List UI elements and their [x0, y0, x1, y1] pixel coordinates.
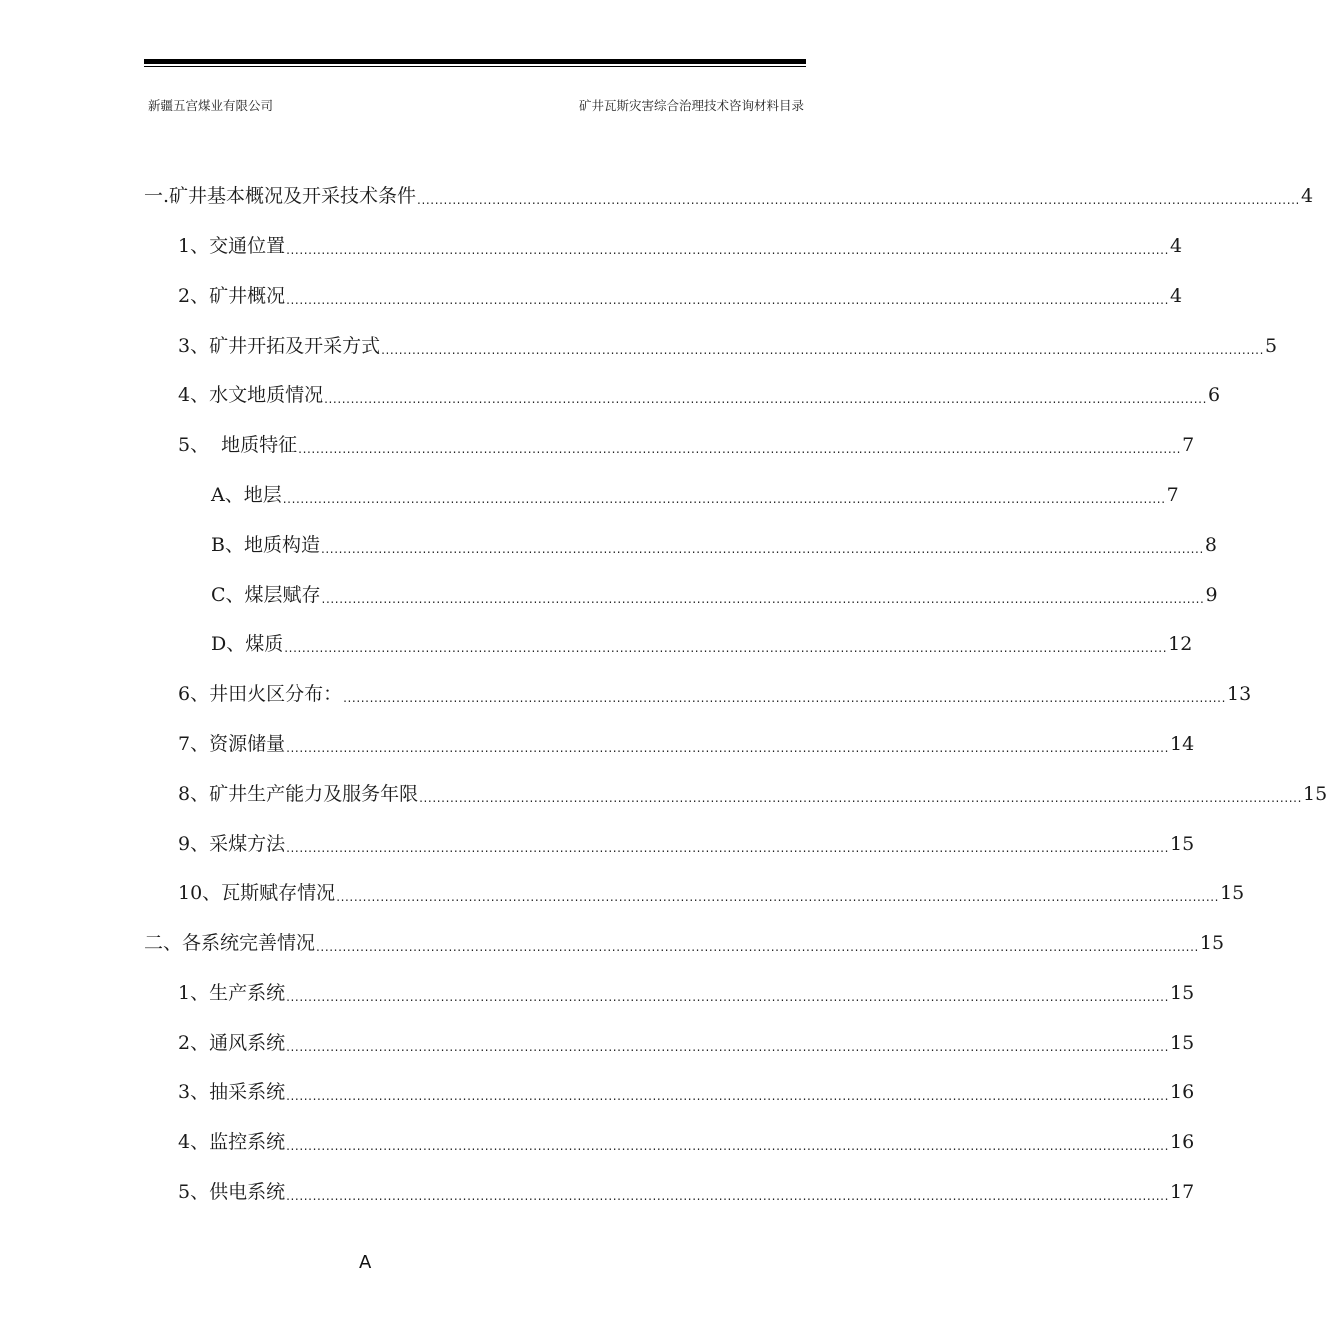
toc-leader-dots: ........................................................................................................................................................................................................ — [282, 492, 1166, 506]
toc-entry-page: 15 — [1169, 1032, 1195, 1054]
toc-leader-dots: ........................................................................................................................................................................................................ — [286, 1189, 1169, 1203]
toc-leader-dots: ........................................................................................................................................................................................................ — [336, 890, 1220, 904]
toc-entry-label: 6、井田火区分布： — [178, 683, 343, 705]
toc-leader-dots: ........................................................................................................................................................................................................ — [316, 940, 1199, 954]
header-company: 新疆五宫煤业有限公司 — [148, 98, 274, 113]
toc-entry[interactable] — [178, 233, 1183, 259]
toc-leader-dots: ........................................................................................................................................................................................................ — [417, 193, 1300, 207]
toc-entry-label: 一.矿井基本概况及开采技术条件 — [144, 185, 417, 207]
toc-entry-page: 15 — [1302, 783, 1327, 805]
toc-entry-page: 8 — [1204, 534, 1217, 556]
toc-leader-dots: ........................................................................................................................................................................................................ — [286, 243, 1169, 257]
toc-entry-page: 6 — [1207, 384, 1221, 406]
header-document-title: 矿井瓦斯灾害综合治理技术咨询材料目录 — [578, 98, 804, 113]
toc-entry-page: 15 — [1199, 932, 1225, 954]
toc-entry-label: 4、水文地质情况 — [178, 384, 324, 406]
toc-entry-label: 8、矿井生产能力及服务年限 — [178, 783, 419, 805]
toc-entry[interactable] — [178, 831, 1195, 857]
toc-entry-label: 2、通风系统 — [178, 1032, 286, 1054]
toc-leader-dots: ........................................................................................................................................................................................................ — [419, 791, 1302, 805]
toc-entry[interactable] — [144, 930, 1225, 956]
toc-leader-dots: ........................................................................................................................................................................................................ — [286, 1139, 1169, 1153]
toc-leader-dots: ........................................................................................................................................................................................................ — [321, 592, 1205, 606]
toc-leader-dots: ........................................................................................................................................................................................................ — [286, 1040, 1169, 1054]
toc-entry-page: 12 — [1168, 633, 1193, 655]
toc-entry[interactable] — [178, 1030, 1195, 1056]
toc-entry-page: 4 — [1169, 285, 1183, 307]
toc-entry[interactable] — [178, 781, 1327, 807]
toc-leader-dots: ........................................................................................................................................................................................................ — [381, 343, 1264, 357]
toc-entry[interactable] — [144, 183, 1314, 209]
toc-entry-page: 15 — [1220, 882, 1245, 904]
toc-entry[interactable] — [178, 283, 1183, 309]
toc-leader-dots: ........................................................................................................................................................................................................ — [284, 641, 1168, 655]
toc-leader-dots: ........................................................................................................................................................................................................ — [320, 542, 1204, 556]
toc-entry-label: B、地质构造 — [211, 534, 320, 556]
toc-leader-dots: ........................................................................................................................................................................................................ — [343, 691, 1226, 705]
toc-entry-label: 7、资源储量 — [178, 733, 286, 755]
toc-entry-label: 二、各系统完善情况 — [144, 932, 316, 954]
toc-entry-label: 3、矿井开拓及开采方式 — [178, 335, 381, 357]
toc-leader-dots: ........................................................................................................................................................................................................ — [286, 1089, 1169, 1103]
toc-entry-label: 5、供电系统 — [178, 1181, 286, 1203]
toc-entry-page: 15 — [1169, 833, 1195, 855]
toc-entry[interactable] — [178, 880, 1245, 906]
toc-entry-page: 5 — [1264, 335, 1278, 357]
toc-entry-label: 5、 地质特征 — [178, 434, 298, 456]
toc-entry-page: 17 — [1169, 1181, 1195, 1203]
toc-entry-page: 4 — [1300, 185, 1314, 207]
toc-entry[interactable] — [178, 980, 1195, 1006]
toc-entry[interactable] — [211, 482, 1179, 508]
toc-entry-page: 14 — [1169, 733, 1195, 755]
toc-leader-dots: ........................................................................................................................................................................................................ — [324, 392, 1207, 406]
toc-entry-page: 9 — [1205, 584, 1218, 606]
toc-entry[interactable] — [211, 582, 1218, 608]
toc-entry-page: 16 — [1169, 1131, 1195, 1153]
toc-entry-page: 15 — [1169, 982, 1195, 1004]
toc-entry-label: D、煤质 — [211, 633, 284, 655]
toc-leader-dots: ........................................................................................................................................................................................................ — [286, 990, 1169, 1004]
toc-entry-label: A、地层 — [211, 484, 282, 506]
toc-entry[interactable] — [178, 1179, 1195, 1205]
toc-entry-page: 13 — [1226, 683, 1252, 705]
toc-entry-page: 16 — [1169, 1081, 1195, 1103]
toc-entry-label: 4、监控系统 — [178, 1131, 286, 1153]
toc-leader-dots: ........................................................................................................................................................................................................ — [286, 293, 1169, 307]
toc-entry[interactable] — [178, 1129, 1195, 1155]
toc-entry[interactable] — [178, 432, 1195, 458]
toc-entry[interactable] — [178, 1079, 1195, 1105]
toc-leader-dots: ........................................................................................................................................................................................................ — [298, 442, 1182, 456]
toc-entry-label: 2、矿井概况 — [178, 285, 286, 307]
toc-entry-label: 1、交通位置 — [178, 235, 286, 257]
toc-entry-label: C、煤层赋存 — [211, 584, 321, 606]
toc-entry[interactable] — [178, 731, 1195, 757]
toc-entry[interactable] — [178, 382, 1221, 408]
toc-entry-label: 1、生产系统 — [178, 982, 286, 1004]
toc-entry-label: 9、采煤方法 — [178, 833, 286, 855]
toc-entry[interactable] — [211, 631, 1193, 657]
toc-leader-dots: ........................................................................................................................................................................................................ — [286, 741, 1169, 755]
toc-entry[interactable] — [178, 681, 1252, 707]
toc-leader-dots: ........................................................................................................................................................................................................ — [286, 841, 1169, 855]
toc-entry-page: 4 — [1169, 235, 1183, 257]
toc-entry[interactable] — [178, 333, 1278, 359]
toc-entry-page: 7 — [1166, 484, 1179, 506]
toc-entry[interactable] — [211, 532, 1217, 558]
footer-page-label: A — [359, 1252, 372, 1273]
toc-entry-label: 10、瓦斯赋存情况 — [178, 882, 336, 904]
toc-entry-label: 3、抽采系统 — [178, 1081, 286, 1103]
toc-entry-page: 7 — [1182, 434, 1195, 456]
